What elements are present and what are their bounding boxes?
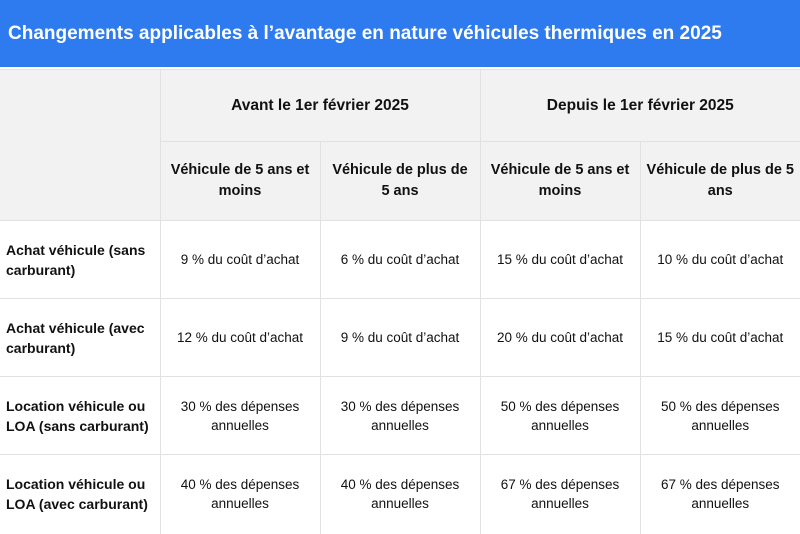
period-header-before: Avant le 1er février 2025 (160, 70, 480, 142)
table-cell: 12 % du coût d’achat (160, 299, 320, 377)
row-label: Achat véhicule (avec carburant) (0, 299, 160, 377)
table-cell: 50 % des dépenses annuelles (640, 377, 800, 455)
row-label: Location véhicule ou LOA (sans carburant) (0, 377, 160, 455)
period-header-since: Depuis le 1er février 2025 (480, 70, 800, 142)
table-cell: 67 % des dépenses annuelles (480, 455, 640, 534)
page-title: Changements applicables à l’avantage en nature véhicules thermiques en 2025 (0, 0, 800, 67)
corner-cell (0, 70, 160, 221)
age-header: Véhicule de plus de 5 ans (320, 142, 480, 221)
table-row (0, 221, 800, 299)
table-cell: 10 % du coût d’achat (640, 221, 800, 299)
table-cell: 30 % des dépenses annuelles (160, 377, 320, 455)
row-label: Achat véhicule (sans carburant) (0, 221, 160, 299)
table-cell: 15 % du coût d’achat (640, 299, 800, 377)
table-cell: 30 % des dépenses annuelles (320, 377, 480, 455)
header-row-periods (0, 70, 800, 142)
table-cell: 9 % du coût d’achat (320, 299, 480, 377)
table-row (0, 455, 800, 534)
table-cell: 40 % des dépenses annuelles (160, 455, 320, 534)
age-header: Véhicule de plus de 5 ans (640, 142, 800, 221)
row-label: Location véhicule ou LOA (avec carburant) (0, 455, 160, 534)
table-cell: 15 % du coût d’achat (480, 221, 640, 299)
table-row (0, 299, 800, 377)
age-header: Véhicule de 5 ans et moins (480, 142, 640, 221)
table-cell: 50 % des dépenses annuelles (480, 377, 640, 455)
table-cell: 9 % du coût d’achat (160, 221, 320, 299)
table-cell: 40 % des dépenses annuelles (320, 455, 480, 534)
table-row (0, 377, 800, 455)
age-header: Véhicule de 5 ans et moins (160, 142, 320, 221)
table-cell: 67 % des dépenses annuelles (640, 455, 800, 534)
table-cell: 20 % du coût d’achat (480, 299, 640, 377)
benefit-table (0, 69, 800, 534)
table-cell: 6 % du coût d’achat (320, 221, 480, 299)
